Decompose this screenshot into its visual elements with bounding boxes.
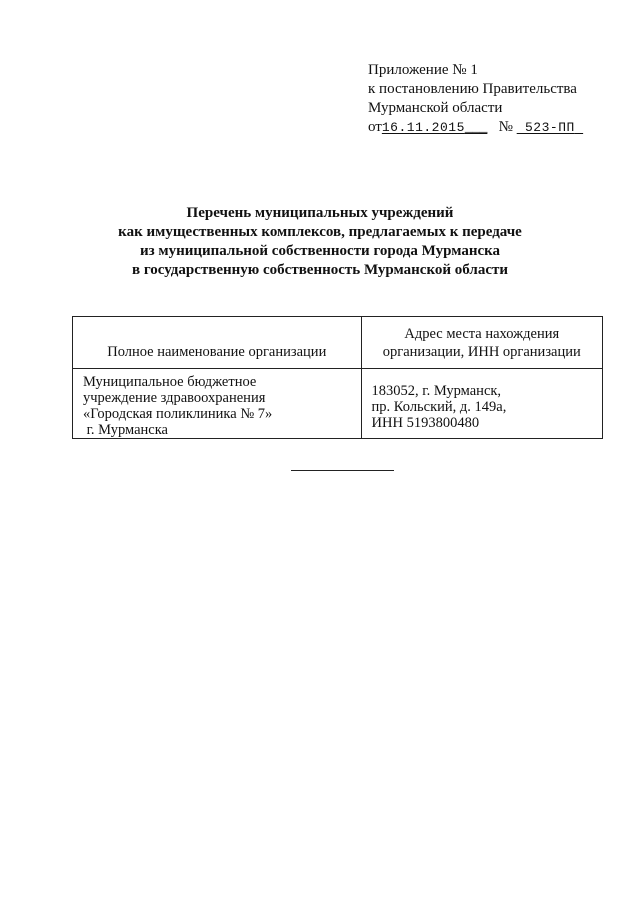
date-prefix: от <box>368 119 382 135</box>
organizations-table <box>72 316 603 439</box>
resolution-date: 16.11.2015 <box>381 120 465 135</box>
title-line-3: из муниципальной собственности города Мурманска <box>139 243 501 259</box>
resolution-number: 523-ПП <box>525 120 575 135</box>
org-name-line: «Городская поликлиника № 7» <box>83 406 273 422</box>
org-address-line: пр. Кольский, д. 149а, <box>371 399 507 415</box>
title-line-2: как имущественных комплексов, предлагаемых к передаче <box>118 224 522 240</box>
header-address-line-2: организации, ИНН организации <box>382 343 581 360</box>
table-row <box>73 369 603 439</box>
title-line-1: Перечень муниципальных учреждений <box>186 205 454 221</box>
closing-rule <box>291 470 394 471</box>
appendix-line-2: к постановлению Правительства <box>368 81 577 97</box>
org-inn-line: ИНН 5193800480 <box>371 415 480 431</box>
appendix-block <box>368 61 583 137</box>
header-organization-name: Полное наименование организации <box>73 317 362 369</box>
title-line-4: в государственную собственность Мурманской области <box>132 262 508 278</box>
org-address-line: 183052, г. Мурманск, <box>371 383 502 399</box>
header-address-inn <box>361 317 602 369</box>
organization-address-cell <box>361 369 602 439</box>
appendix-date-line <box>368 118 583 137</box>
number-sign: № <box>498 119 513 135</box>
header-address-line-1: Адрес места нахождения <box>404 325 560 342</box>
org-name-line: Муниципальное бюджетное <box>83 374 257 390</box>
document-title <box>60 204 580 280</box>
org-name-line: учреждение здравоохранения <box>83 390 266 406</box>
appendix-line-3: Мурманской области <box>368 100 503 116</box>
organization-name-cell <box>73 369 362 439</box>
table-header-row <box>73 317 603 369</box>
appendix-line-1: Приложение № 1 <box>368 62 478 78</box>
org-name-line: г. Мурманска <box>83 422 168 438</box>
date-blank: ___ <box>464 119 488 135</box>
